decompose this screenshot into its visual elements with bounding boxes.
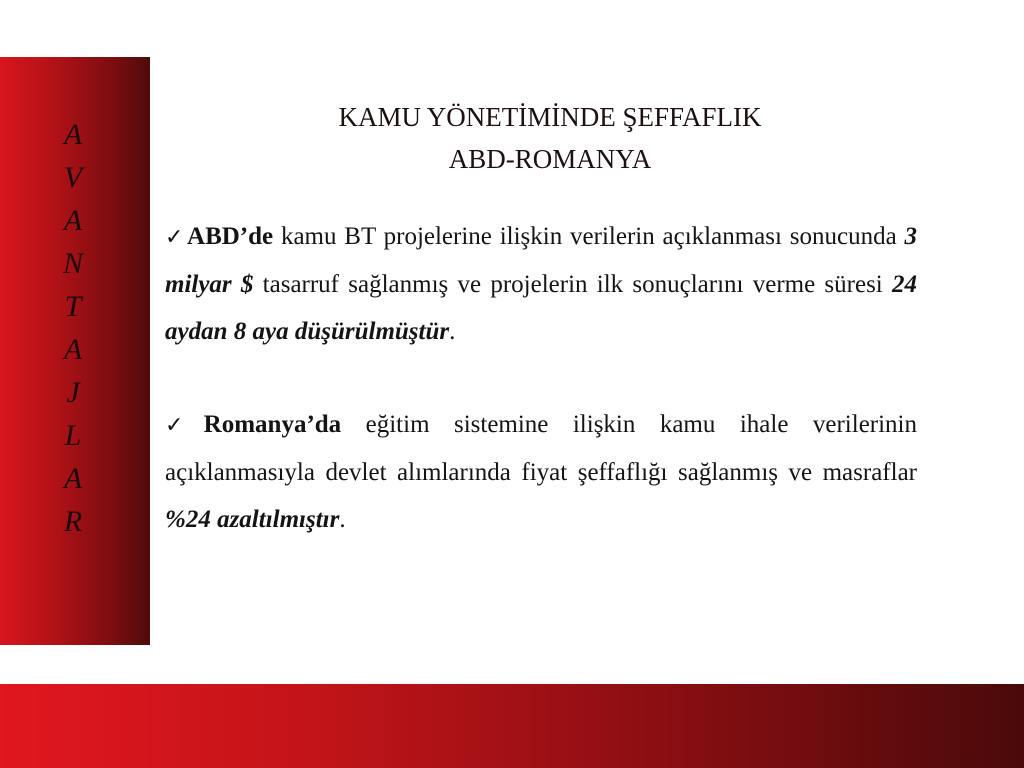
side-letter: A: [63, 462, 83, 495]
slide-title: [190, 96, 910, 180]
side-letter: L: [64, 419, 82, 452]
side-letter: A: [63, 204, 83, 237]
side-letter: J: [66, 376, 80, 409]
bullet-lead: Romanya’da: [203, 411, 342, 438]
check-icon: ✓: [165, 413, 202, 438]
side-letter: A: [63, 118, 83, 151]
side-letter: N: [62, 247, 83, 280]
vertical-title-avantajlar: [50, 113, 96, 543]
bullet-abd: [165, 213, 917, 355]
title-line-1: KAMU YÖNETİMİNDE ŞEFFAFLIK: [338, 102, 762, 132]
check-icon: ✓: [165, 225, 186, 250]
bullet-text: tasarruf sağlanmış ve projelerin ilk sonuçlarını verme süresi: [253, 271, 893, 298]
bullet-end: .: [339, 506, 346, 533]
bullet-romanya: [165, 401, 917, 543]
bullet-lead: ABD’de: [187, 223, 274, 250]
side-letter: A: [63, 333, 83, 366]
bullet-emphasis: 24 aydan 8 aya düşürülmüştür: [165, 271, 918, 345]
side-letter: V: [63, 161, 83, 194]
bullet-emphasis: 3 milyar $: [165, 223, 918, 298]
side-letter: T: [64, 290, 82, 323]
title-line-2: ABD-ROMANYA: [448, 144, 652, 174]
bullet-emphasis: %24 azaltılmıştır: [165, 506, 340, 533]
side-letter: R: [63, 505, 83, 538]
bullet-text: kamu BT projelerine ilişkin verilerin açıklanması sonucunda: [273, 223, 905, 250]
bullet-end: .: [449, 318, 456, 345]
bottom-bar: [0, 684, 1024, 768]
bullet-text: eğitim sistemine ilişkin kamu ihale verilerinin açıklanmasıyla devlet alımlarında fiyat şeffaflığı sağlanmış ve masraflar: [165, 411, 918, 486]
